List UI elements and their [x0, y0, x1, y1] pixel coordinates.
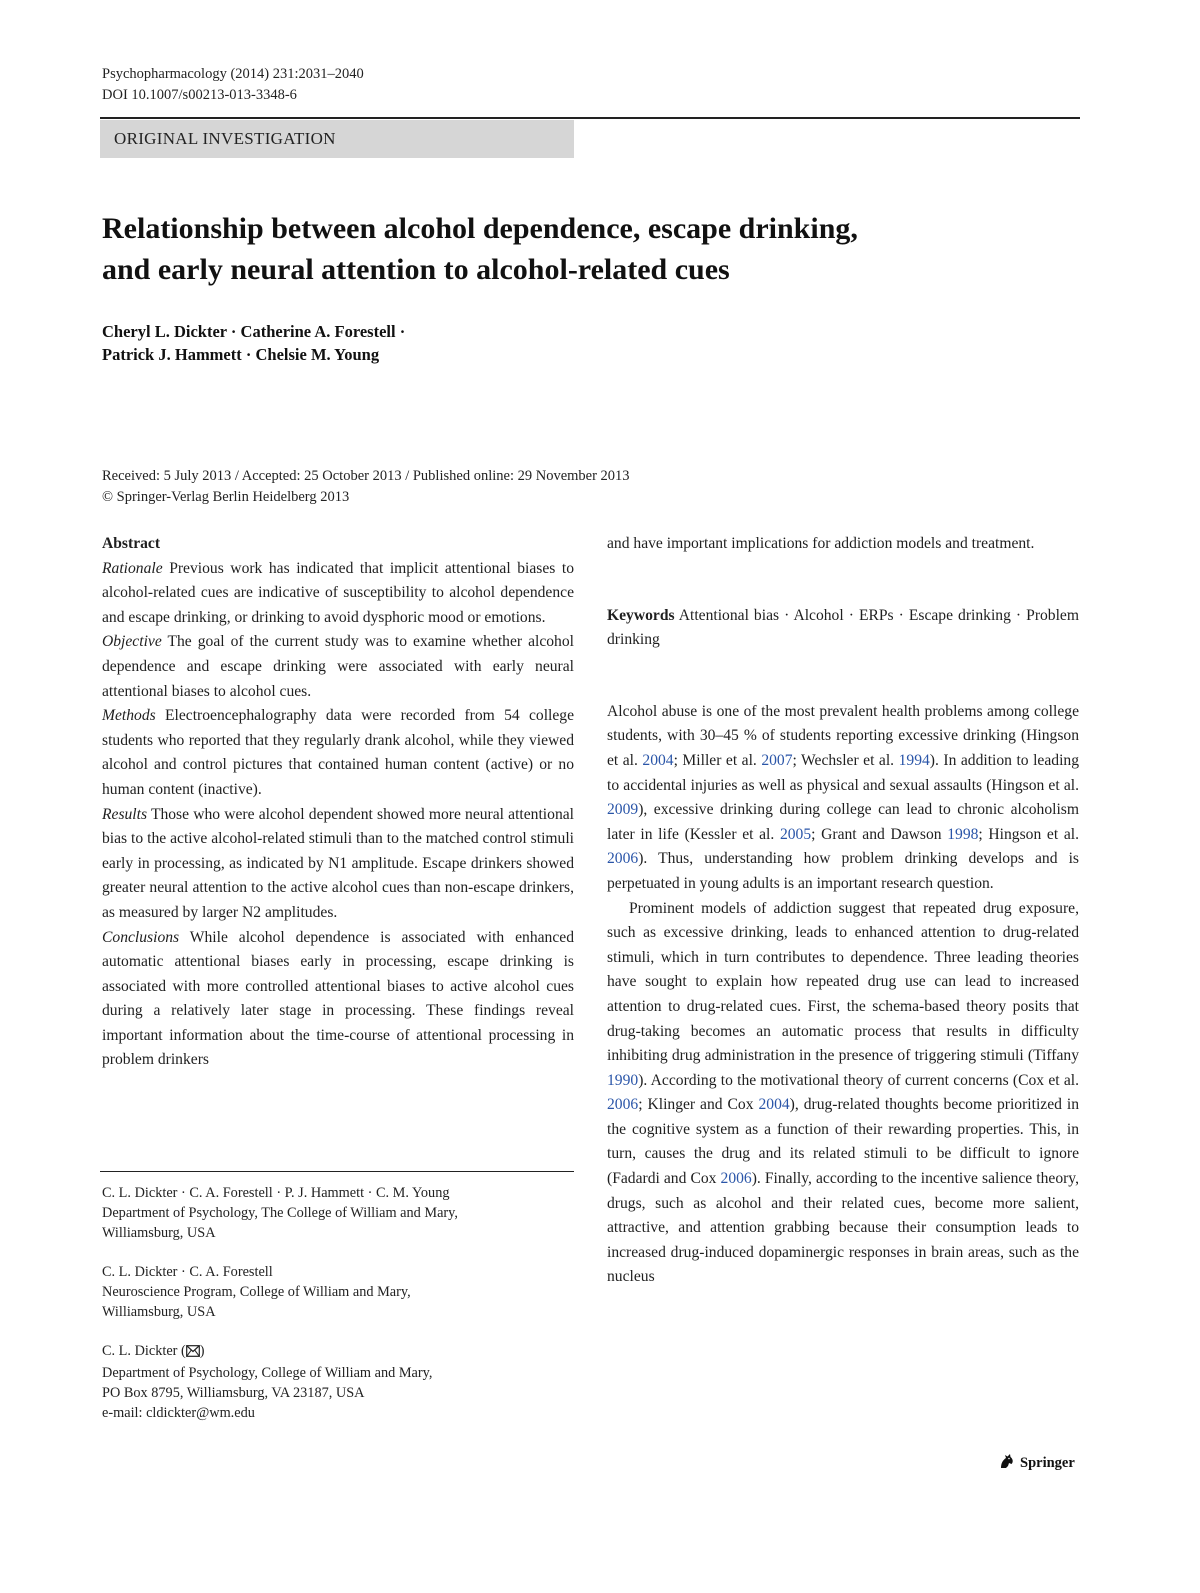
body-text: ). According to the motivational theory of current concerns (Cox et al.: [638, 1071, 1079, 1089]
citation-link[interactable]: 2006: [607, 850, 639, 868]
author-list: [102, 320, 702, 366]
abstract-rationale: [102, 557, 574, 631]
envelope-icon[interactable]: [186, 1343, 200, 1363]
keywords-text: Attentional bias · Alcohol · ERPs · Escape drinking · Problem drinking: [607, 606, 1079, 649]
abstract-conclusions: [102, 926, 574, 1074]
methods-label: Methods: [102, 707, 156, 725]
footnote-rule: [100, 1171, 574, 1172]
body-text: ). In addition to leading to accidental injuries as well as physical and sexual assaults (Hingson et al.: [607, 751, 1079, 794]
body-text: ), excessive drinking during college can lead to chronic alcoholism later in life (Kessler et al.: [607, 801, 1079, 843]
citation-link[interactable]: 1990: [607, 1071, 639, 1089]
citation-link[interactable]: 2004: [642, 751, 674, 769]
affiliation-names: C. L. Dickter · C. A. Forestell: [102, 1264, 273, 1280]
objective-text: The goal of the current study was to examine whether alcohol dependence and escape drinking were associated with early neural attentional biases to alcohol cues.: [102, 633, 574, 700]
section-banner: [100, 120, 574, 158]
affiliation-line: Department of Psychology, College of William and Mary,: [102, 1365, 433, 1381]
corresponding-author: [102, 1341, 574, 1363]
objective-label: Objective: [102, 633, 162, 651]
author-line: Patrick J. Hammett · Chelsie M. Young: [102, 345, 380, 364]
abstract: [102, 532, 574, 1073]
affiliation-names: C. L. Dickter (: [102, 1343, 186, 1359]
citation-link[interactable]: 1994: [898, 751, 930, 769]
rationale-text: Previous work has indicated that implicit attentional biases to alcohol-related cues are indicative of susceptibility to alcohol dependence and escape drinking, or drinking to avoid dysphoric mood or emotions.: [102, 559, 574, 626]
affiliation-line: Neuroscience Program, College of William and Mary,: [102, 1284, 411, 1300]
abstract-results: [102, 803, 574, 926]
author-line: Cheryl L. Dickter · Catherine A. Forestell ·: [102, 322, 406, 341]
body-text: ; Grant and Dawson: [811, 825, 948, 843]
header-rule: [100, 117, 1080, 119]
affiliation-names: C. L. Dickter · C. A. Forestell · P. J. Hammett · C. M. Young: [102, 1185, 450, 1201]
citation-link[interactable]: 2007: [761, 751, 793, 769]
results-text: Those who were alcohol dependent showed more neural attentional bias to the active alcohol-related stimuli than to the matched control stimuli early in processing, as indicated by N1 amplitude. Escape drinkers showed greater neural attention to the active alcohol cues than non-escape drinkers, as measured by larger N2 amplitudes.: [102, 805, 574, 921]
dates-line: Received: 5 July 2013 / Accepted: 25 October 2013 / Published online: 29 November 2013: [102, 468, 630, 484]
publisher-logo: [998, 1452, 1075, 1475]
email-address[interactable]: e-mail: cldickter@wm.edu: [102, 1405, 255, 1421]
article-title: [102, 208, 1062, 290]
keywords-label: Keywords: [607, 606, 675, 624]
doi: DOI 10.1007/s00213-013-3348-6: [102, 87, 297, 103]
affiliation-line: Department of Psychology, The College of William and Mary,: [102, 1205, 458, 1221]
citation-link[interactable]: 2005: [779, 825, 812, 843]
affiliation-3: [102, 1341, 574, 1423]
keywords: [607, 604, 1079, 653]
body-text: ; Hingson et al.: [978, 825, 1079, 843]
affiliation-line: Williamsburg, USA: [102, 1225, 216, 1241]
conclusions-label: Conclusions: [102, 928, 180, 946]
affiliation-1: [102, 1183, 574, 1243]
journal-header: [102, 64, 364, 106]
affiliation-line: Williamsburg, USA: [102, 1304, 216, 1320]
abstract-objective: [102, 630, 574, 704]
methods-text: Electroencephalography data were recorded from 54 college students who reported that they regularly drank alcohol, while they viewed alcohol and control pictures that contained human content (active) or no human content (inactive).: [102, 707, 574, 798]
conclusions-text: While alcohol dependence is associated with enhanced automatic attentional biases early in processing, escape drinking is associated with more controlled attentional biases to active alcohol cues during a relatively later stage in processing. These findings reveal important information about the time-course of attentional processing in problem drinkers: [102, 928, 574, 1069]
right-column: [607, 532, 1079, 1290]
paren-close: ): [199, 1343, 205, 1359]
abstract-methods: [102, 704, 574, 802]
affiliation-2: [102, 1262, 574, 1322]
title-line: Relationship between alcohol dependence, escape drinking,: [102, 212, 858, 245]
body-text: ). Thus, understanding how problem drinking develops and is perpetuated in young adults is an important research question.: [607, 850, 1079, 892]
citation-link[interactable]: 2004: [758, 1096, 790, 1114]
citation-link[interactable]: 2009: [607, 801, 639, 819]
body-text: ; Miller et al.: [673, 751, 762, 769]
citation-link[interactable]: 2006: [720, 1170, 752, 1188]
section-label: ORIGINAL INVESTIGATION: [114, 129, 336, 148]
body-text: ). Finally, according to the incentive salience theory, drugs, such as alcohol and their related cues, become more salient, attractive, and attention grabbing because their consumption leads to increased drug-induced dopaminergic responses in brain areas, such as the nucleus: [607, 1170, 1079, 1286]
body-text: ; Klinger and Cox: [638, 1096, 759, 1114]
citation-link[interactable]: 2006: [607, 1096, 639, 1114]
publisher-name: Springer: [1020, 1455, 1075, 1471]
body-text: Alcohol abuse is one of the most prevalent health problems among college students, with 30–45 % of students reporting excessive drinking (Hingson et al.: [607, 702, 1079, 769]
abstract-continuation: and have important implications for addiction models and treatment.: [607, 535, 1035, 552]
springer-horse-icon: [998, 1452, 1016, 1475]
journal-citation: Psychopharmacology (2014) 231:2031–2040: [102, 66, 364, 82]
copyright-line: © Springer-Verlag Berlin Heidelberg 2013: [102, 489, 350, 505]
affiliation-line: PO Box 8795, Williamsburg, VA 23187, USA: [102, 1385, 365, 1401]
citation-link[interactable]: 1998: [947, 825, 979, 843]
publication-dates: [102, 466, 902, 508]
intro-paragraph-2: [607, 897, 1079, 1291]
intro-paragraph-1: [607, 700, 1079, 897]
rationale-label: Rationale: [102, 559, 163, 577]
body-text: Prominent models of addiction suggest that repeated drug exposure, such as excessive drinking, leads to enhanced attention to drug-related stimuli, which in turn contributes to dependence. Three leading theories have sought to explain how repeated drug use can lead to increased attention to drug-related cues. First, the schema-based theory posits that drug-taking becomes an automatic process that results in difficulty inhibiting drug administration in the presence of triggering stimuli (Tiffany: [607, 899, 1079, 1065]
title-line: and early neural attention to alcohol-related cues: [102, 253, 730, 286]
body-text: ), drug-related thoughts become prioritized in the cognitive system as a function of their rewarding properties. This, in turn, causes the drug and its related stimuli to be difficult to ignore (Fadardi and Cox: [607, 1096, 1080, 1188]
abstract-heading: Abstract: [102, 535, 161, 552]
body-text: ; Wechsler et al.: [792, 751, 899, 769]
results-label: Results: [102, 805, 148, 823]
